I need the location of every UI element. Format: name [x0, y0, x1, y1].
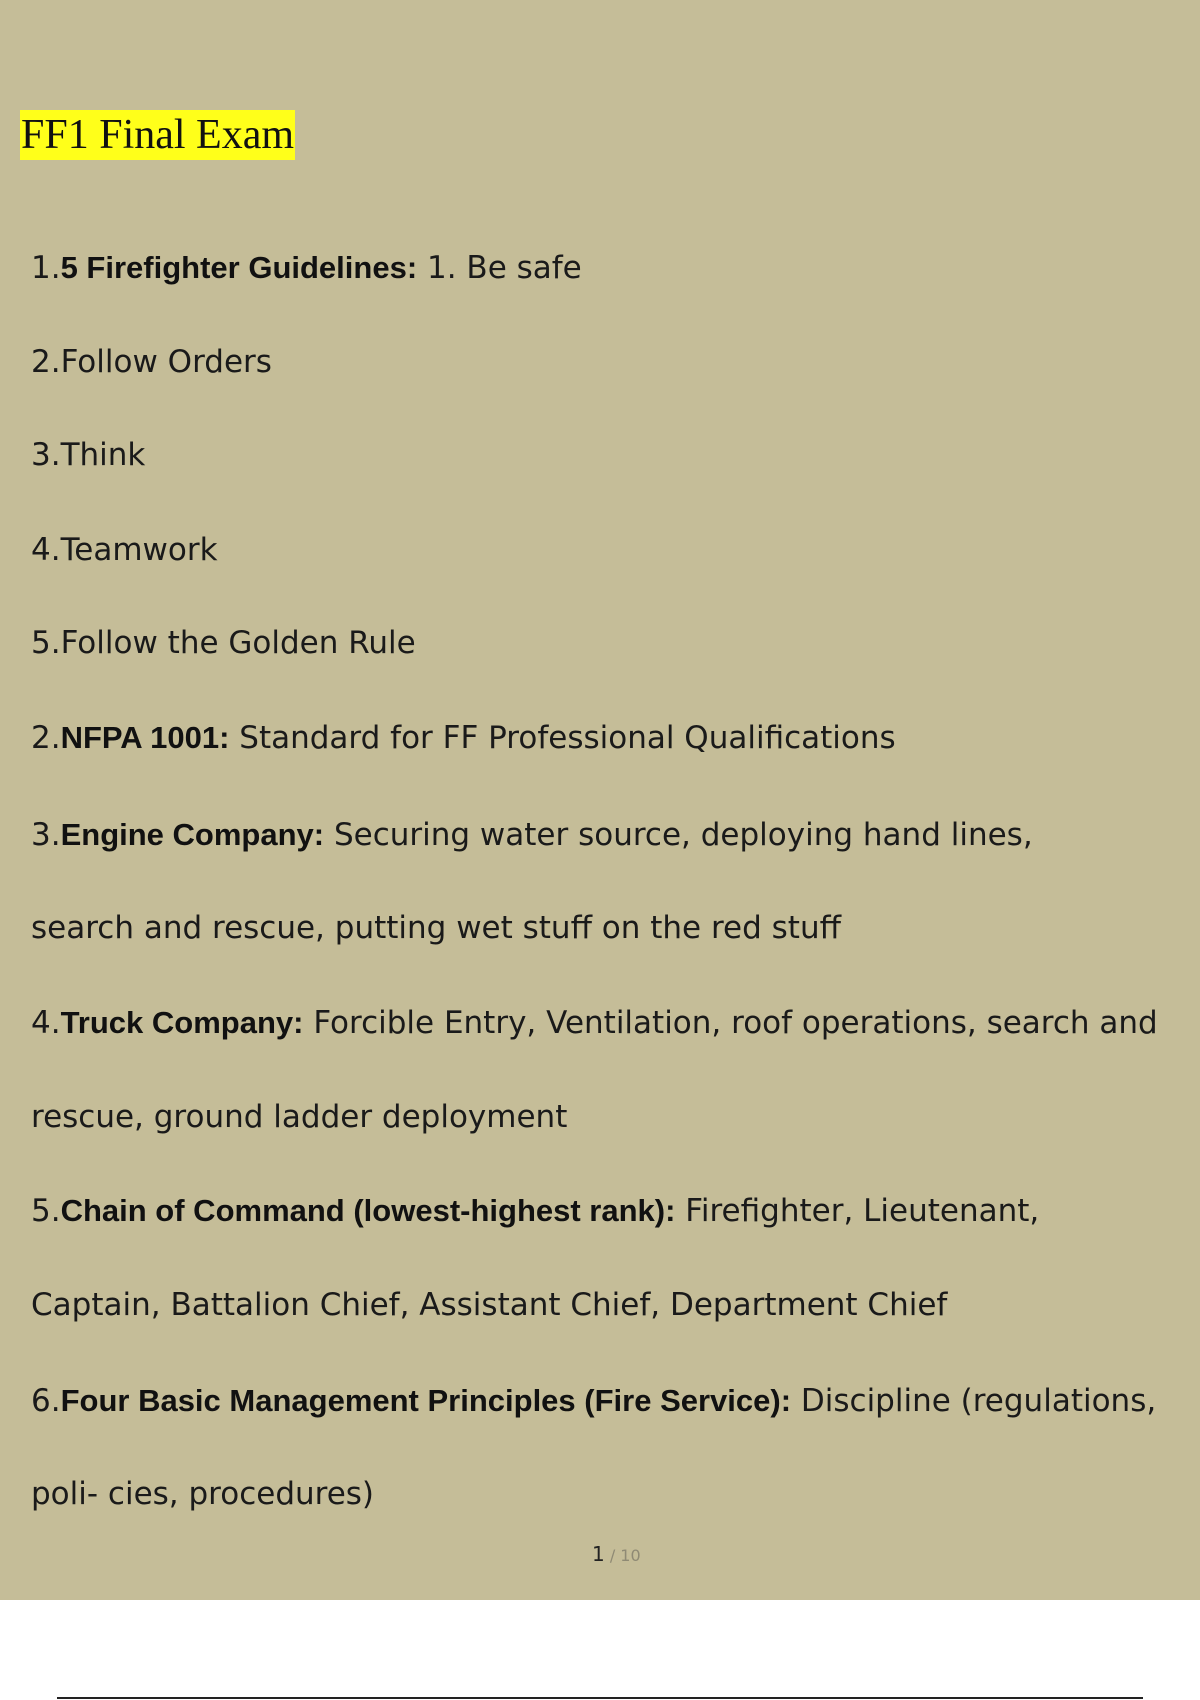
item-number: 2.: [31, 344, 61, 380]
list-item: [31, 815, 1033, 855]
list-item: [31, 623, 416, 663]
current-page-number: 1: [592, 1542, 605, 1566]
item-text: Forcible Entry, Ventilation, roof operations, search and: [303, 1005, 1158, 1041]
item-text: search and rescue, putting wet stuff on the red stuff: [31, 910, 841, 946]
list-item-continuation: [31, 908, 841, 948]
item-number: 4.: [31, 532, 61, 568]
item-text: Standard for FF Professional Qualifications: [229, 720, 896, 756]
list-item: [31, 1381, 1156, 1421]
item-text: Captain, Battalion Chief, Assistant Chief, Department Chief: [31, 1287, 948, 1323]
item-text: Think: [60, 437, 146, 473]
list-item: [31, 1191, 1039, 1231]
item-term: Engine Company:: [60, 817, 325, 852]
item-text: 1. Be safe: [417, 250, 582, 286]
list-item: [31, 1003, 1158, 1043]
list-item: [31, 248, 582, 288]
list-item-continuation: [31, 1474, 374, 1514]
item-number: 4.: [31, 1005, 61, 1041]
item-number: 5.: [31, 1193, 61, 1229]
item-text: Follow Orders: [60, 344, 272, 380]
list-item: [31, 342, 272, 382]
item-number: 2.: [31, 720, 61, 756]
item-text: Follow the Golden Rule: [60, 625, 416, 661]
item-term: Truck Company:: [60, 1005, 304, 1040]
item-number: 3.: [31, 817, 61, 853]
list-item-continuation: [31, 1285, 947, 1325]
list-item: [31, 530, 218, 570]
item-term: NFPA 1001:: [60, 720, 230, 755]
item-number: 1.: [31, 250, 61, 286]
item-number: 3.: [31, 437, 61, 473]
list-item: [31, 435, 145, 475]
item-number: 5.: [31, 625, 61, 661]
item-text: Discipline (regulations,: [791, 1383, 1157, 1419]
item-number: 6.: [31, 1383, 61, 1419]
item-text: Firefighter, Lieutenant,: [675, 1193, 1040, 1229]
list-item: [31, 718, 896, 758]
total-pages: / 10: [609, 1546, 641, 1565]
page-indicator: [592, 1542, 641, 1566]
item-term: Chain of Command (lowest-highest rank):: [60, 1193, 676, 1228]
item-term: Four Basic Management Principles (Fire Service):: [60, 1383, 792, 1418]
item-text: rescue, ground ladder deployment: [31, 1099, 568, 1135]
document-title: FF1 Final Exam: [21, 112, 295, 158]
item-term: 5 Firefighter Guidelines:: [60, 250, 418, 285]
item-text: Securing water source, deploying hand lines,: [324, 817, 1033, 853]
page-divider: [57, 1697, 1143, 1699]
item-text: poli- cies, procedures): [31, 1476, 375, 1512]
list-item-continuation: [31, 1097, 567, 1137]
item-text: Teamwork: [60, 532, 218, 568]
